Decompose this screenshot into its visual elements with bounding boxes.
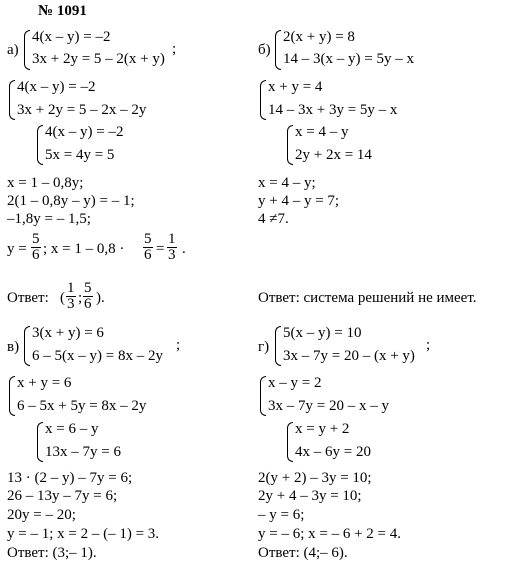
final-lead: y = — [7, 241, 27, 257]
solution-line: 13 · (2 – y) – 7y = 6; — [7, 470, 133, 486]
solution-line: 2(1 – 0,8y – y) = – 1; — [7, 193, 135, 209]
brace — [287, 125, 293, 165]
solution-line: y + 4 – y = 7; — [258, 193, 340, 209]
system-equation: 4(x – y) = –2 — [32, 29, 111, 45]
system-equation: 5x = 4y = 5 — [45, 147, 115, 163]
brace — [287, 422, 293, 462]
fraction — [83, 281, 93, 312]
fraction-numerator: 1 — [168, 231, 176, 247]
answer-sep: ; — [78, 290, 83, 306]
brace — [260, 80, 266, 120]
punctuation: ; — [176, 337, 181, 353]
part-v-label: в) — [7, 339, 20, 355]
fraction — [31, 232, 41, 263]
solution-line: 2(y + 2) – 3y = 10; — [258, 470, 372, 486]
part-g-label: г) — [258, 339, 270, 355]
fraction-numerator: 5 — [32, 231, 40, 247]
solution-line: x = 4 – y; — [258, 175, 316, 191]
system-equation: 3(x + y) = 6 — [32, 325, 104, 341]
system-equation: x – y = 2 — [268, 375, 322, 391]
solution-line: 4 ≠7. — [258, 211, 289, 227]
fraction — [167, 232, 177, 263]
system-equation: 6 – 5(x – y) = 8x – 2y — [32, 348, 163, 364]
final-end: . — [182, 241, 186, 257]
fraction-denominator: 3 — [67, 296, 75, 312]
solution-line: y = – 1; x = 2 – (– 1) = 3. — [7, 526, 160, 542]
system-equation: x = y + 2 — [295, 421, 350, 437]
fraction-denominator: 6 — [84, 296, 92, 312]
system-equation: 6 – 5x + 5y = 8x – 2y — [17, 398, 147, 414]
solution-line: 26 – 13y – 7y = 6; — [7, 488, 118, 504]
system-equation: 14 – 3x + 3y = 5y – x — [268, 102, 398, 118]
system-equation: x + y = 4 — [268, 79, 323, 95]
final-mid: ; x = 1 – 0,8 · — [43, 241, 125, 257]
brace — [24, 30, 30, 70]
solution-line: – y = 6; — [258, 507, 305, 523]
system-equation: 13x – 7y = 6 — [45, 444, 121, 460]
fraction-denominator: 6 — [32, 247, 40, 263]
system-equation: 4(x – y) = –2 — [17, 79, 96, 95]
problem-title: № 1091 — [38, 3, 87, 19]
brace — [9, 376, 15, 416]
fraction-numerator: 5 — [144, 231, 152, 247]
fraction — [66, 281, 76, 312]
answer-open: ( — [60, 290, 65, 306]
solution-line: x = 1 – 0,8y; — [7, 175, 84, 191]
answer-lead: Ответ: — [7, 290, 49, 306]
system-equation: 3x – 7y = 20 – (x + y) — [283, 348, 415, 364]
system-equation: x = 4 – y — [295, 124, 349, 140]
fraction-numerator: 1 — [67, 280, 75, 296]
system-equation: x + y = 6 — [17, 375, 72, 391]
brace — [260, 376, 266, 416]
system-equation: 4(x – y) = –2 — [45, 124, 124, 140]
fraction-numerator: 5 — [84, 280, 92, 296]
solution-line: 20y = – 20; — [7, 507, 76, 523]
system-equation: x = 6 – y — [45, 421, 99, 437]
brace — [24, 326, 30, 366]
fraction-denominator: 6 — [144, 247, 152, 263]
part-b-label: б) — [258, 42, 271, 58]
solution-line: –1,8y = – 1,5; — [7, 211, 91, 227]
fraction — [143, 232, 153, 263]
solution-line: 2y + 4 – 3y = 10; — [258, 488, 362, 504]
system-equation: 3x – 7y = 20 – x – y — [268, 398, 389, 414]
punctuation: ; — [172, 41, 177, 57]
brace — [275, 326, 281, 366]
system-equation: 3x + 2y = 5 – 2x – 2y — [17, 102, 147, 118]
solution-line: y = – 6; x = – 6 + 2 = 4. — [258, 526, 402, 542]
system-equation: 2y + 2x = 14 — [295, 147, 372, 163]
brace — [37, 422, 43, 462]
system-equation: 14 – 3(x – y) = 5y – x — [283, 51, 414, 67]
part-a-label: а) — [7, 42, 19, 58]
brace — [275, 30, 281, 70]
equals-sign: = — [156, 241, 165, 257]
system-equation: 5(x – y) = 10 — [283, 325, 362, 341]
system-equation: 2(x + y) = 8 — [283, 29, 355, 45]
answer: Ответ: (4;– 6). — [258, 545, 348, 561]
answer-close: ). — [96, 290, 105, 306]
fraction-denominator: 3 — [168, 247, 176, 263]
answer: Ответ: система решений не имеет. — [258, 290, 477, 306]
system-equation: 3x + 2y = 5 – 2(x + y) — [32, 51, 165, 67]
brace — [37, 125, 43, 165]
answer: Ответ: (3;– 1). — [7, 545, 97, 561]
system-equation: 4x – 6y = 20 — [295, 444, 371, 460]
punctuation: ; — [426, 337, 431, 353]
brace — [9, 80, 15, 120]
